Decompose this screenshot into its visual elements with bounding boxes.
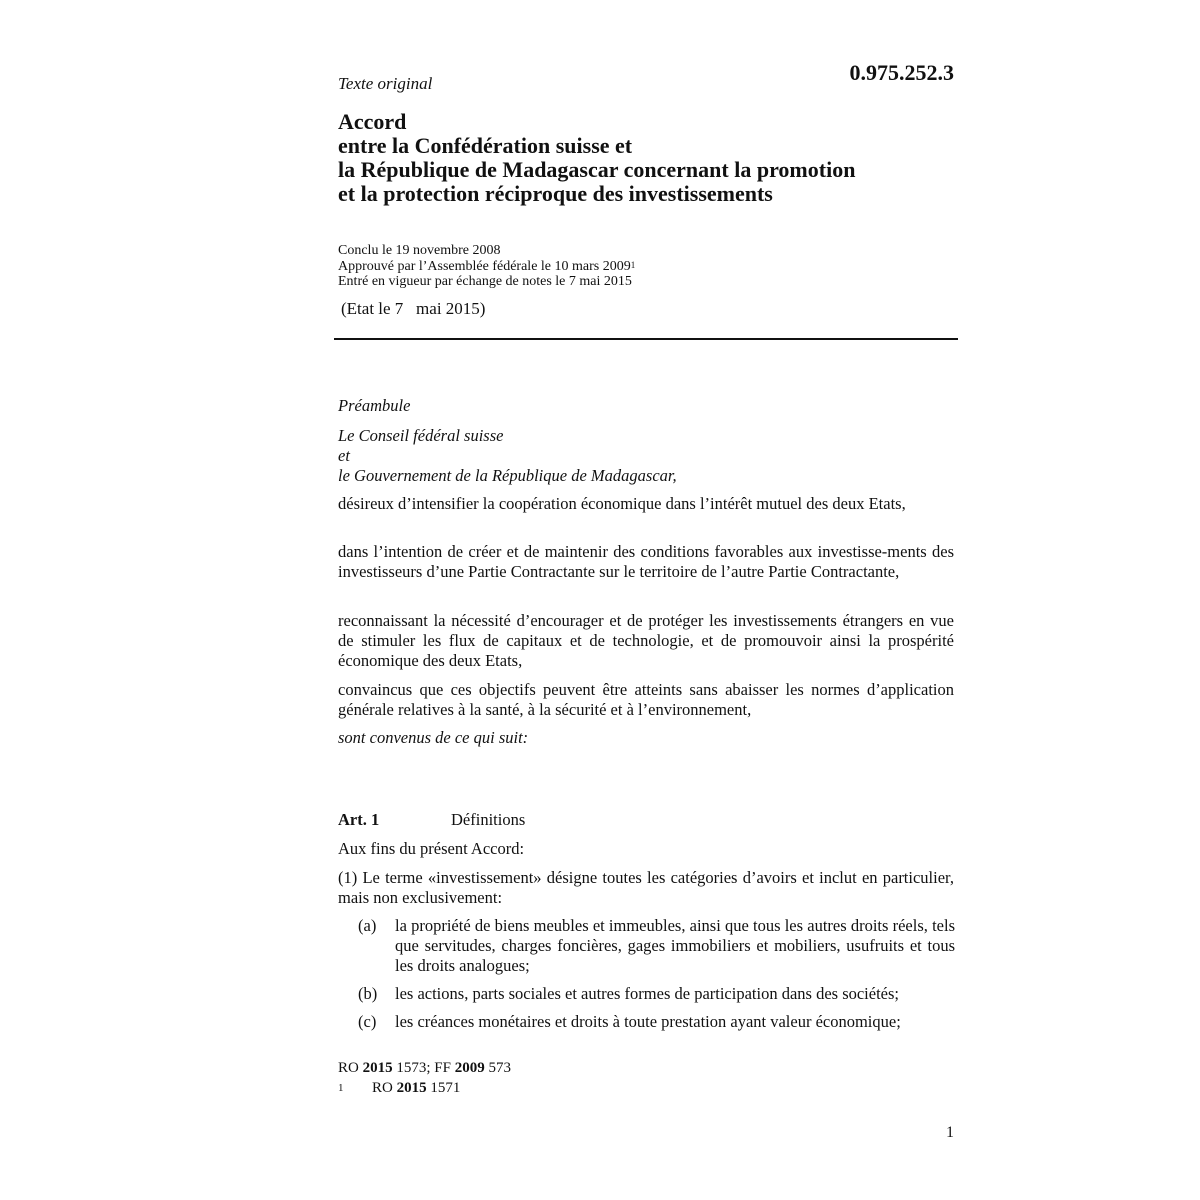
document-title	[338, 110, 958, 206]
list-item-text: la propriété de biens meubles et immeubles, ainsi que tous les autres droits réels, tels que servitudes, charges foncières, gages immobiliers et mobiliers, usufruits et tous les droits analogues;	[395, 916, 955, 975]
document-number: 0.975.252.3	[849, 60, 954, 85]
list-item-text: les créances monétaires et droits à toute prestation ayant valeur économique;	[395, 1012, 901, 1031]
title-line-2: entre la Confédération suisse et	[338, 133, 633, 158]
footnote-1-page: 1571	[426, 1080, 461, 1096]
title-line-4: et la protection réciproque des investissements	[338, 181, 773, 206]
preamble-paragraph-3: reconnaissant la nécessité d’encourager et de protéger les investissements étrangers en vue de stimuler les flux de capitaux et de technologie, et de promouvoir ainsi la prospérité économique des deux Etats,	[338, 611, 954, 670]
footnote-ff-page: 573	[484, 1060, 511, 1076]
footnote-1-number: 1	[338, 1082, 344, 1094]
title-line-1: Accord	[338, 109, 407, 134]
footnote-ro-year: 2015	[362, 1060, 393, 1076]
document-metadata	[338, 243, 635, 290]
preamble-party-2: le Gouvernement de la République de Madagascar,	[338, 466, 677, 485]
etat-date: (Etat le 7 mai 2015)	[341, 299, 486, 318]
preamble-et: et	[338, 446, 350, 465]
footnote-ref-1: 1	[630, 259, 636, 270]
meta-approuve-text: Approuvé par l’Assemblée fédérale le 10 mars 2009	[338, 258, 631, 274]
footnote-ro-ff	[338, 1058, 511, 1078]
footnote-ff-year: 2009	[454, 1060, 485, 1076]
preamble-paragraph-1: désireux d’intensifier la coopération économique dans l’intérêt mutuel des deux Etats,	[338, 494, 906, 513]
preamble-paragraph-4: convaincus que ces objectifs peuvent être atteints sans abaisser les normes d’application générale relatives à la santé, à la sécurité et à l’environnement,	[338, 680, 954, 719]
footnote-1-year: 2015	[396, 1080, 427, 1096]
preamble-heading: Préambule	[338, 396, 411, 415]
preamble-closing: sont convenus de ce qui suit:	[338, 728, 529, 747]
footnote-ro-page: 1573; FF	[392, 1060, 455, 1076]
article-1-title: Définitions	[451, 810, 526, 829]
texte-original-label: Texte original	[338, 74, 433, 93]
footnote-1-prefix: RO	[372, 1080, 397, 1096]
footnotes	[338, 1058, 511, 1098]
article-1-intro: Aux fins du présent Accord:	[338, 839, 525, 858]
list-item-marker: (b)	[358, 984, 378, 1003]
article-1-label: Art. 1	[338, 810, 380, 829]
preamble-paragraph-2: dans l’intention de créer et de maintenir des conditions favorables aux investisse-ments des investisseurs d’une Partie Contractante sur le territoire de l’autre Partie Contractante,	[338, 542, 954, 581]
list-item-marker: (a)	[358, 916, 377, 935]
list-item-text: les actions, parts sociales et autres formes de participation dans des sociétés;	[395, 984, 900, 1003]
list-item-marker: (c)	[358, 1012, 377, 1031]
title-line-3: la République de Madagascar concernant la promotion	[338, 157, 856, 182]
meta-entre: Entré en vigueur par échange de notes le 7 mai 2015	[338, 274, 632, 289]
header-divider	[334, 338, 958, 340]
footnote-1	[338, 1078, 511, 1098]
meta-approuve	[338, 259, 635, 275]
article-1-paragraph-1: (1) Le terme «investissement» désigne toutes les catégories d’avoirs et inclut en particulier, mais non exclusivement:	[338, 868, 954, 907]
footnote-ro-prefix: RO	[338, 1060, 363, 1076]
page-number: 1	[946, 1124, 954, 1141]
meta-conclu: Conclu le 19 novembre 2008	[338, 243, 501, 258]
preamble-party-1: Le Conseil fédéral suisse	[338, 426, 504, 445]
